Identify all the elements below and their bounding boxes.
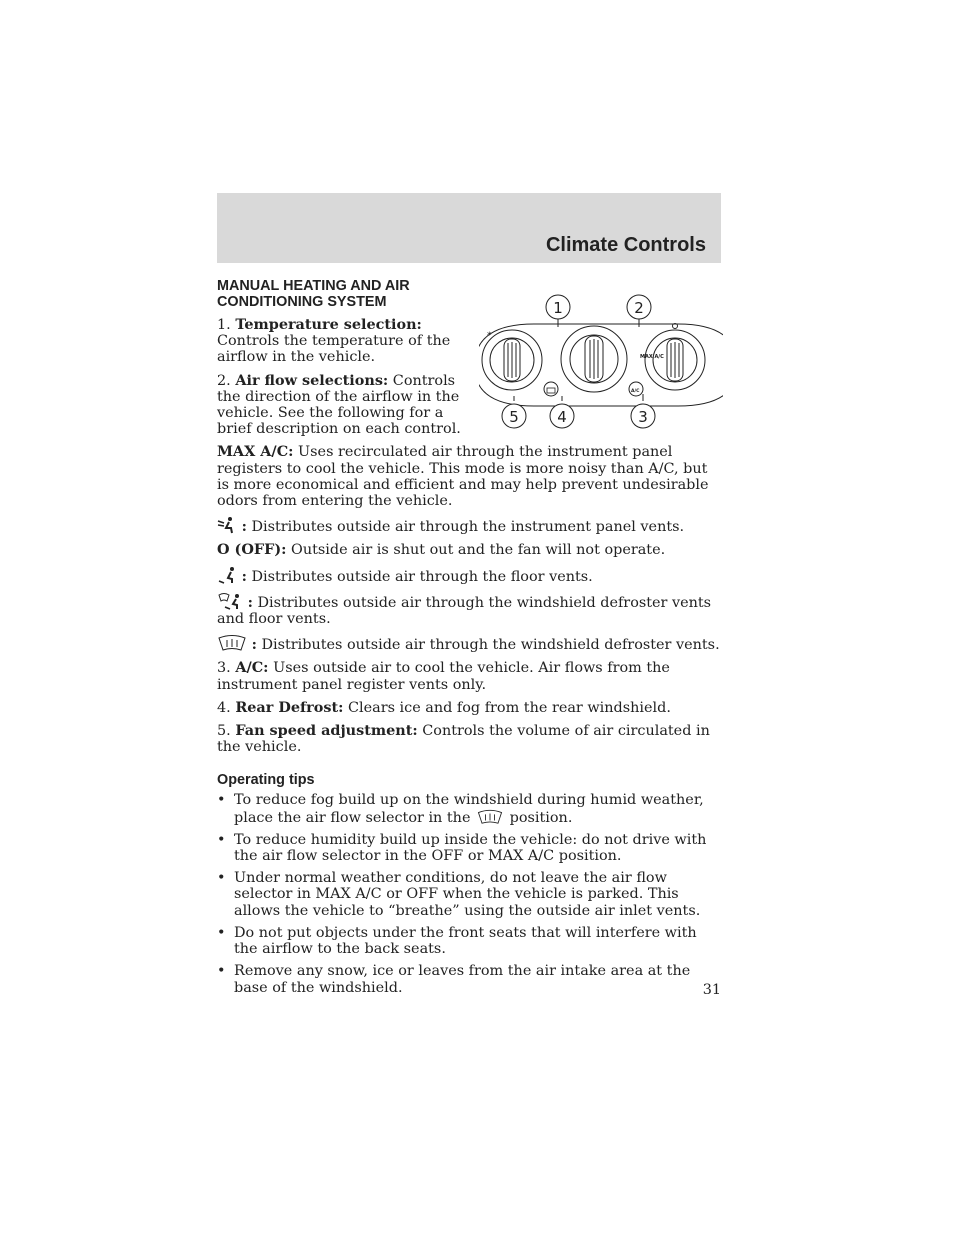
item-fan-speed: 5. Fan speed adjustment: Controls the volume of air circulated in the vehicle. bbox=[217, 722, 710, 756]
item-panel: : Distributes outside air through the instrument panel vents. bbox=[217, 516, 721, 535]
airflow-knob bbox=[640, 324, 705, 391]
defrost-icon bbox=[217, 634, 247, 652]
fan-speed-knob bbox=[482, 330, 542, 390]
temperature-knob bbox=[561, 326, 627, 392]
page-number: 31 bbox=[702, 982, 721, 998]
item-ac-label: A/C: bbox=[235, 659, 269, 677]
callout-4: 4 bbox=[557, 408, 567, 426]
header-band bbox=[217, 193, 721, 263]
defrost-icon bbox=[475, 809, 505, 825]
section-title: Climate Controls bbox=[545, 234, 706, 256]
list-item: • To reduce humidity build up inside the vehicle: do not drive with the air flow selector in the OFF or MAX A/C position. bbox=[217, 831, 707, 865]
ac-button bbox=[629, 382, 643, 396]
rear-defrost-button bbox=[544, 382, 558, 396]
item-floor: : Distributes outside air through the floor vents. bbox=[217, 566, 721, 585]
item-airflow: 2. Air flow selections: Controls the direction of the airflow in the vehicle. See the following for a brief description on each control. bbox=[217, 371, 461, 438]
list-item: • Under normal weather conditions, do not leave the air flow selector in MAX A/C or OFF when the vehicle is parked. This allows the vehicle to “breathe” using the outside air inlet vents. bbox=[217, 870, 701, 919]
floor-defrost-icon bbox=[217, 592, 243, 610]
item-ac: 3. A/C: Uses outside air to cool the vehicle. Air flows from the instrument panel register vents only. bbox=[217, 659, 670, 693]
climate-control-figure bbox=[479, 286, 723, 436]
callout-5: 5 bbox=[509, 408, 519, 426]
main-heading: MANUAL HEATING AND AIR CONDITIONING SYSTEM bbox=[217, 278, 410, 310]
callout-3: 3 bbox=[638, 408, 648, 426]
callout-1: 1 bbox=[553, 299, 563, 317]
tips-heading: Operating tips bbox=[217, 772, 315, 789]
page-content bbox=[217, 278, 721, 1002]
item-airflow-label: Air flow selections: bbox=[235, 371, 389, 389]
list-item: • To reduce fog build up on the windshield during humid weather, place the air flow selector in the position. bbox=[217, 792, 704, 826]
item-fan-speed-label: Fan speed adjustment: bbox=[235, 722, 418, 740]
list-item: • Do not put objects under the front seats that will interfere with the airflow to the back seats. bbox=[217, 924, 697, 958]
floor-vent-icon bbox=[217, 566, 237, 584]
item-max-ac-label: MAX A/C: bbox=[217, 443, 294, 461]
item-max-ac: MAX A/C: Uses recirculated air through the instrument panel registers to cool the vehicle. This mode is more noisy than A/C, but is more economical and efficient and may help prevent undesirable odors from entering the vehicle. bbox=[217, 443, 709, 510]
max-ac-marker: MAX A/C bbox=[640, 354, 664, 360]
svg-text:A/C: A/C bbox=[631, 389, 640, 394]
item-temperature-label: Temperature selection: bbox=[235, 316, 422, 333]
item-temperature: 1. Temperature selection: Controls the temperature of the airflow in the vehicle. bbox=[217, 316, 451, 366]
item-floor-defrost: : Distributes outside air through the windshield defroster vents and floor vents. bbox=[217, 593, 712, 628]
svg-text:*: * bbox=[487, 331, 492, 341]
item-off-label: O (OFF): bbox=[217, 541, 287, 559]
item-defrost: : Distributes outside air through the windshield defroster vents. bbox=[217, 634, 721, 653]
callout-2: 2 bbox=[634, 299, 644, 317]
item-off: O (OFF): Outside air is shut out and the fan will not operate. bbox=[217, 541, 666, 559]
item-rear-defrost: 4. Rear Defrost: Clears ice and fog from the rear windshield. bbox=[217, 698, 671, 716]
panel-vent-icon bbox=[217, 516, 237, 534]
tips-list bbox=[217, 792, 721, 995]
item-rear-defrost-label: Rear Defrost: bbox=[235, 698, 344, 716]
list-item: • Remove any snow, ice or leaves from the air intake area at the base of the windshield. bbox=[217, 963, 691, 996]
intro-block bbox=[217, 278, 469, 437]
